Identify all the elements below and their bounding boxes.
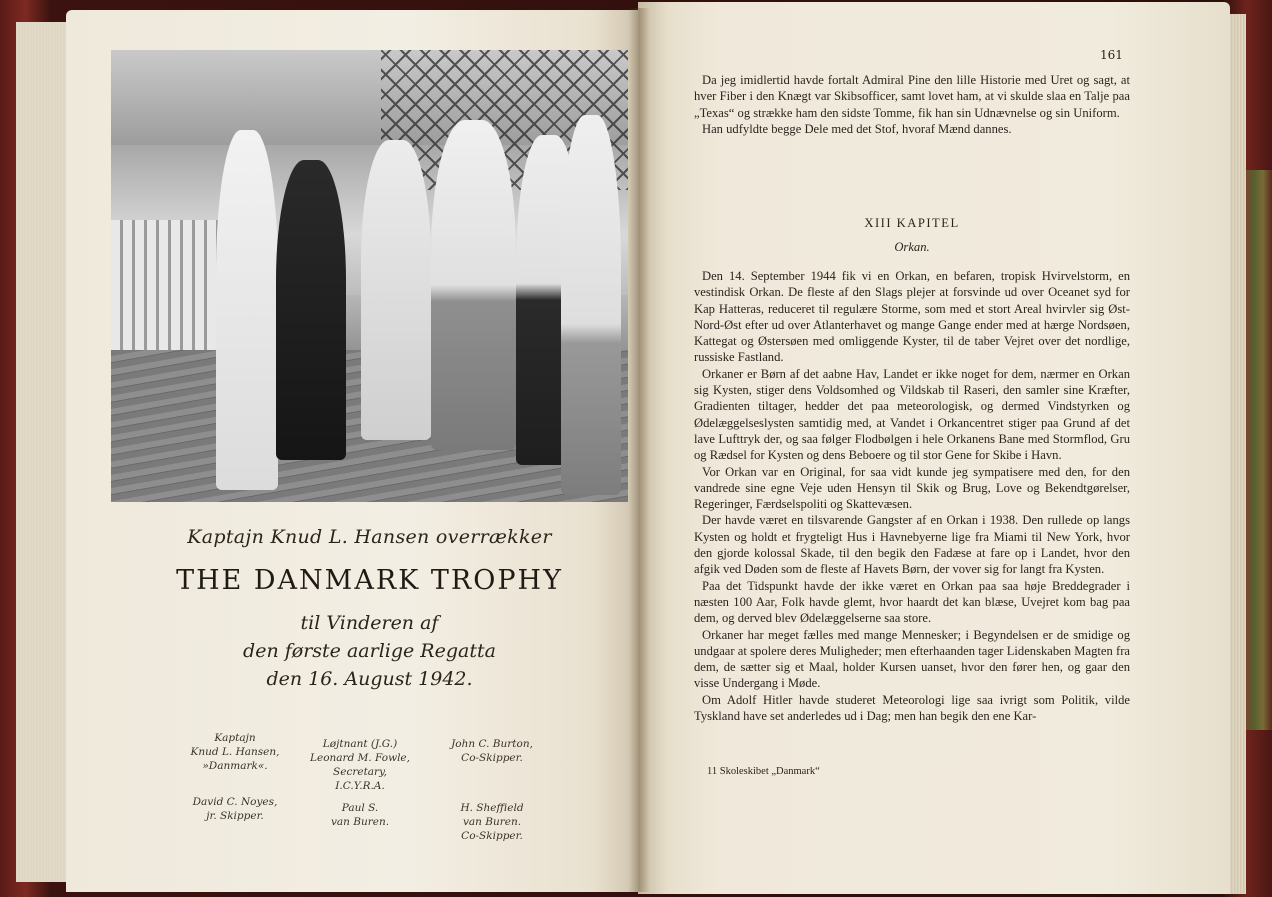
intro-text	[694, 72, 1130, 137]
cover-edge	[1242, 170, 1272, 730]
paragraph: Paa det Tidspunkt havde der ikke været en Orkan paa saa høje Breddegrader i næsten 100 Aar, Folk havde glemt, hvor haardt det kan blæse, Uvejret kom bag paa dem, og derved blev Ødelæggelserne saa store.	[694, 578, 1130, 626]
chapter-body	[694, 268, 1130, 724]
paragraph: Den 14. September 1944 fik vi en Orkan, en befaren, tropisk Hvirvelstorm, en vestindisk Orkan. De fleste af den Slags plejer at forsvinde ud over Oceanet syd for Kap Hatteras, reduceret til regulære Storme, som med et stort Areal hvirvler sig Øst-Nord-Øst efter ud over Atlanterhavet og mange Gange ender med at hærge Nordsøen, Kattegat og Østersøen med omliggende Kyster, til de taber Vejret over det nordlige, russiske Fastland.	[694, 269, 1130, 365]
caption-line: den 16. August 1942.	[266, 668, 473, 690]
caption-line: til Vinderen af	[300, 612, 439, 634]
paragraph: Der havde været en tilsvarende Gangster af en Orkan i 1938. Den rullede op langs Kysten og holdt et frygteligt Hus i Havnebyerne lige fra Miami til New York, hvor den gjorde kolossal Skade, til den begik den Fadæse at fare op i Landet, hvor den afgik ved Døden som de fleste af Havets Børn, der vover sig for langt fra Kysten.	[694, 513, 1130, 577]
chapter-subtitle: Orkan.	[894, 240, 930, 254]
signature: John C. Burton, Co-Skipper.	[451, 738, 533, 764]
paragraph: Om Adolf Hitler havde studeret Meteorologi lige saa ivrigt som Politik, vilde Tyskland have set anderledes ud i Dag; men han begik den ene Kar-	[694, 692, 1130, 724]
page-footer: 11 Skoleskibet „Danmark“	[707, 766, 820, 777]
trophy-photograph	[111, 50, 628, 502]
photo-young-man-figure	[431, 120, 516, 450]
photo-captain-figure	[216, 130, 278, 490]
signature: Løjtnant (J.G.) Leonard M. Fowle, Secretary, I.C.Y.R.A.	[310, 738, 410, 792]
chapter-title: XIII KAPITEL	[864, 216, 960, 230]
photo-young-man-figure	[361, 140, 431, 440]
paragraph: Han udfyldte begge Dele med det Stof, hvoraf Mænd dannes.	[702, 121, 1012, 136]
caption-line: den første aarlige Regatta	[243, 640, 496, 662]
signature: Kaptajn Knud L. Hansen, »Danmark«.	[190, 732, 280, 772]
paragraph: Da jeg imidlertid havde fortalt Admiral Pine den lille Historie med Uret og sagt, at hver Fiber i den Knægt var Skibsofficer, samt lovet ham, at vi skulde slaa en Talje paa „Texas“ og strække ham den sidste Tomme, fik han sin Udnævnelse og sin Uniform.	[694, 73, 1130, 120]
book-gutter	[628, 8, 650, 892]
signature: David C. Noyes, jr. Skipper.	[192, 796, 278, 822]
photo-officer-figure	[276, 160, 346, 460]
signature: H. Sheffield van Buren. Co-Skipper.	[460, 802, 524, 842]
photo-young-man-figure	[561, 115, 621, 495]
caption-line: Kaptajn Knud L. Hansen overrækker	[187, 526, 552, 548]
paragraph: Orkaner har meget fælles med mange Mennesker; i Begyndelsen er de smidige og undgaar at spolere deres Muligheder; men efterhaanden tager Lidenskaben Magten fra dem, de sætter sig et Maal, holder Kursen uanset, hvor den fører hen, og gaar den visse Undergang i Møde.	[694, 627, 1130, 691]
signature: Paul S. van Buren.	[330, 802, 390, 828]
page-number: 161	[1100, 48, 1123, 62]
paragraph: Vor Orkan var en Original, for saa vidt kunde jeg sympatisere med den, for den vandrede sine egne Veje uden Hensyn til Skik og Brug, Love og Bekendtgørelser, Regeringer, Færdselspoliti og Skattevæsen.	[694, 464, 1130, 512]
caption-trophy-title: THE DANMARK TROPHY	[176, 565, 563, 596]
paragraph: Orkaner er Børn af det aabne Hav, Landet er ikke noget for dem, nærmer en Orkan sig Kysten, stiger dens Voldsomhed og Vildskab til Raseri, den samler sine Kræfter, Gradienten tiltager, hedder det paa meteorologisk, og dermed Vindstyrken og Ødelæggelseslysten samtidig med, at Vandet i Orkancentret stiger paa Grund af det lave Lufttryk der, og saa følger Flodbølgen i hele Orkanens Bane med Stormflod, Gru og Rædsel for Kysten og dens Beboere og til stor Gene for Skibe i Havn.	[694, 366, 1130, 463]
